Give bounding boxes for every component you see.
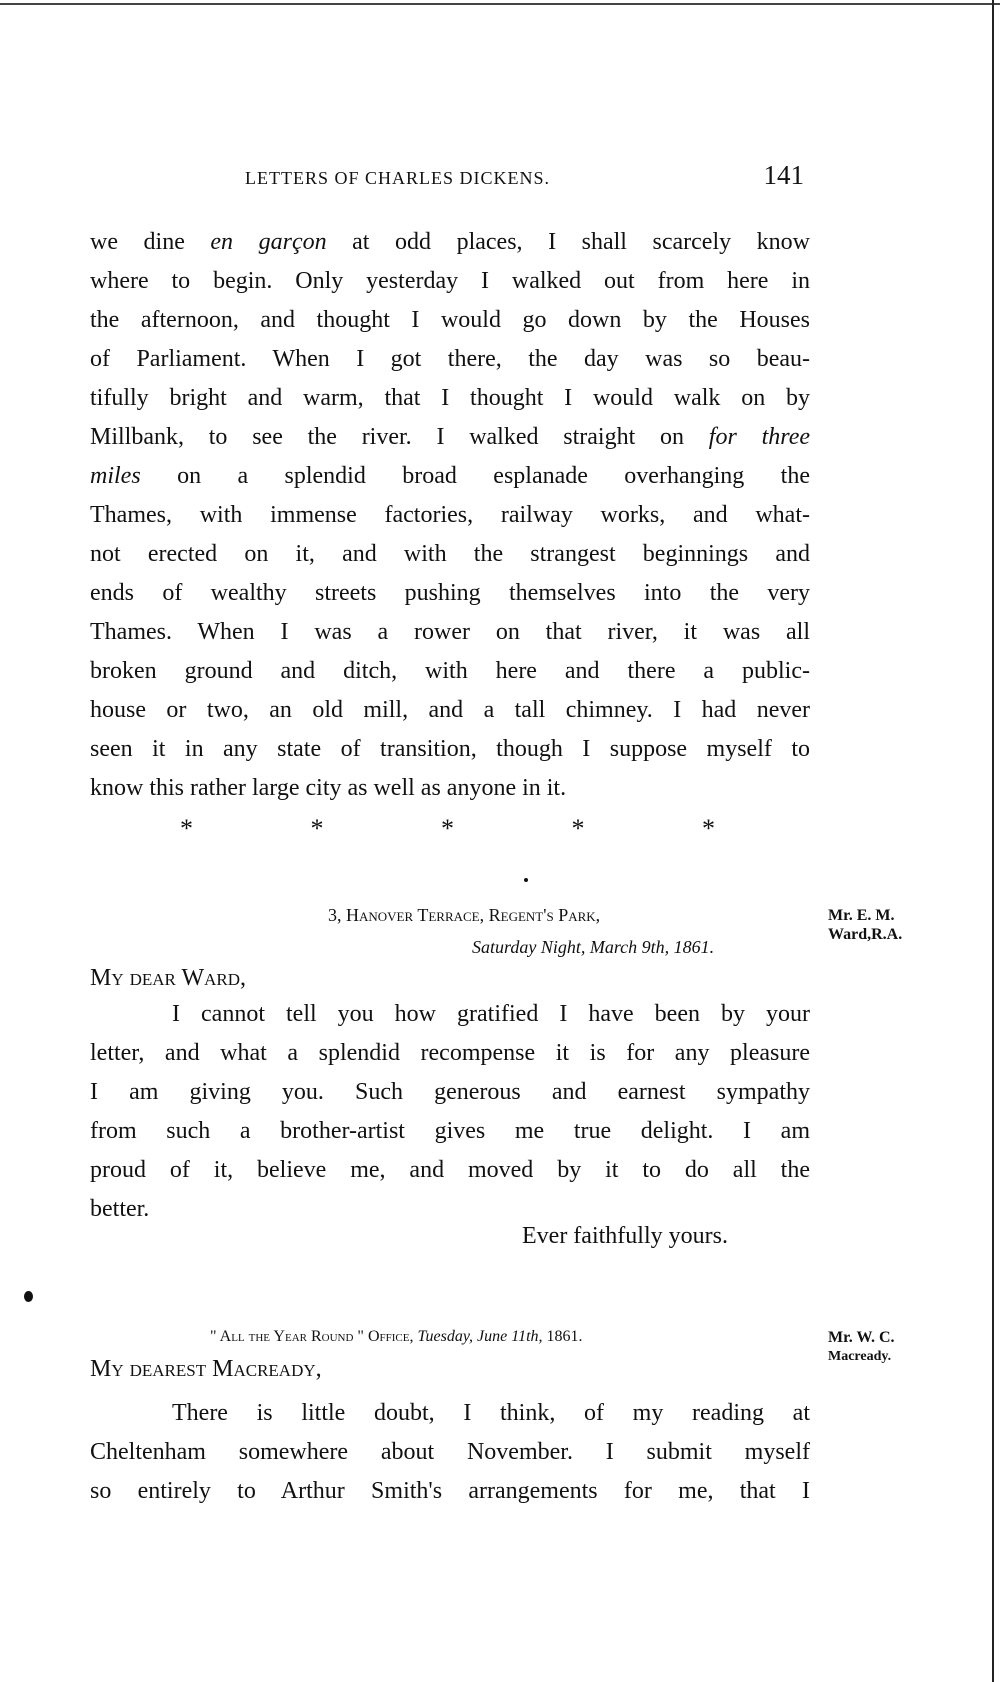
sidenote-line: Mr. W. C. [828,1329,895,1346]
text-line: from such a brother-artist gives me true delight. I am [90,1118,810,1144]
text-line: proud of it, believe me, and moved by it to do all the [90,1157,810,1183]
letter-dateline: Saturday Night, March 9th, 1861. [472,937,715,957]
text-line: house or two, an old mill, and a tall chimney. I had never [90,697,810,723]
page-right-edge [992,0,994,1682]
text-line: I cannot tell you how gratified I have been by your [172,1001,810,1027]
text-line: Cheltenham somewhere about November. I submit myself [90,1439,810,1465]
text-line: we dine en garçon at odd places, I shall scarcely know [90,229,810,255]
page-top-edge [0,3,1000,5]
text-line: tifully bright and warm, that I thought I would walk on by [90,385,810,411]
page-number: 141 [763,160,804,190]
text-line: Thames, with immense factories, railway works, and what- [90,502,810,528]
separator-star: * [180,814,193,843]
section-separator [180,814,715,844]
italic-phrase: for three [708,424,810,450]
letter-salutation: My dearest Macready, [90,1356,322,1382]
running-header [90,160,810,200]
letter-address [210,1328,583,1346]
recipient-sidenote [828,1328,895,1366]
recipient-sidenote [828,906,902,944]
separator-star: * [702,814,715,843]
italic-phrase: miles [90,463,141,489]
text-line: miles on a splendid broad esplanade overhanging the [90,463,810,489]
address-date: Tuesday, June 11th, [417,1328,543,1345]
text-line: I am giving you. Such generous and earnest sympathy [90,1079,810,1105]
text-line: broken ground and ditch, with here and there a public- [90,658,810,684]
letter-closing: Ever faithfully yours. [522,1223,728,1249]
text-line: the afternoon, and thought I would go down by the Houses [90,307,810,333]
text-line: of Parliament. When I got there, the day was so beau- [90,346,810,372]
separator-star: * [441,814,454,843]
address-year: 1861. [546,1328,583,1345]
text-line: There is little doubt, I think, of my reading at [172,1400,810,1426]
text-line: seen it in any state of transition, though I suppose myself to [90,736,810,762]
text-line: letter, and what a splendid recompense it is for any pleasure [90,1040,810,1066]
text-line: where to begin. Only yesterday I walked out from here in [90,268,810,294]
ink-speck [24,1291,33,1302]
letter-body [90,995,810,1229]
italic-phrase: en garçon [210,229,327,255]
address-office: " All the Year Round " Office, [210,1328,414,1345]
sidenote-line: Mr. E. M. [828,907,895,924]
sidenote-line: Macready. [828,1349,892,1364]
separator-star: * [310,814,324,843]
ink-speck [524,878,528,882]
separator-star: * [571,814,585,843]
text-line: ends of wealthy streets pushing themselves into the very [90,580,810,606]
sidenote-line: Ward,R.A. [828,926,903,943]
running-title: LETTERS OF CHARLES DICKENS. [245,168,551,188]
text-line: Millbank, to see the river. I walked straight on for three [90,424,810,450]
passage-continued [90,223,810,808]
letter-address: 3, Hanover Terrace, Regent's Park, [328,905,601,925]
text-line: Thames. When I was a rower on that river, it was all [90,619,810,645]
text-line: so entirely to Arthur Smith's arrangements for me, that I [90,1478,810,1504]
letter-salutation: My dear Ward, [90,965,247,991]
text-line: not erected on it, and with the strangest beginnings and [90,541,810,567]
letter-body [90,1394,810,1511]
text-line: better. [90,1196,150,1222]
text-line: know this rather large city as well as anyone in it. [90,775,567,801]
